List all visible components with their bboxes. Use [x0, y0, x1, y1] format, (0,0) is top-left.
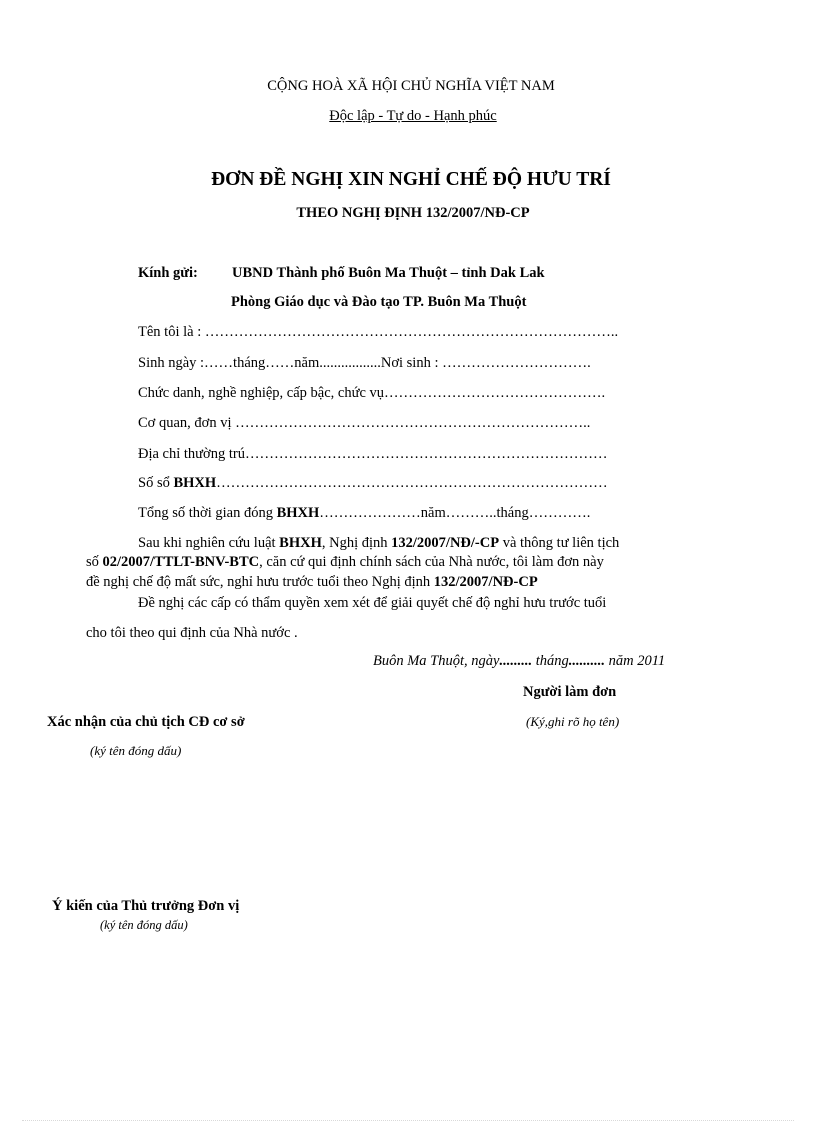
field-position: Chức danh, nghề nghiệp, cấp bậc, chức vụ……………………………………….: [138, 385, 606, 401]
page-bottom-rule: [22, 1120, 794, 1121]
date-line: Buôn Ma Thuột, ngày......... tháng.......... năm 2011: [373, 653, 666, 669]
applicant-note: (Ký,ghi rõ họ tên): [526, 714, 620, 729]
head-opinion-label: Ý kiến của Thủ trưởng Đơn vị: [52, 898, 240, 914]
field-bhxh-time: Tổng số thời gian đóng BHXH…………………năm………..tháng………….: [138, 505, 591, 521]
body-request-line-2: cho tôi theo qui định của Nhà nước .: [86, 625, 298, 641]
field-name: Tên tôi là : …………………………………………………………………………..: [138, 324, 619, 340]
field-birth: Sinh ngày :……tháng……năm.................Nơi sinh : ………………………….: [138, 355, 591, 371]
recipient-line-1: UBND Thành phố Buôn Ma Thuột – tỉnh Dak Lak: [232, 265, 545, 281]
document-subtitle: THEO NGHỊ ĐỊNH 132/2007/NĐ-CP: [296, 205, 530, 221]
body-paragraph-line-1: Sau khi nghiên cứu luật BHXH, Nghị định 132/2007/NĐ/-CP và thông tư liên tịch: [138, 535, 620, 551]
field-agency: Cơ quan, đơn vị ………………………………………………………………..: [138, 415, 591, 431]
body-paragraph-line-3: đề nghị chế độ mất sức, nghỉ hưu trước tuổi theo Nghị định 132/2007/NĐ-CP: [86, 574, 538, 590]
head-opinion-note: (ký tên đóng dấu): [100, 918, 188, 932]
recipient-line-2: Phòng Giáo dục và Đào tạo TP. Buôn Ma Thuột: [231, 294, 527, 310]
field-address: Địa chỉ thường trú…………………………………………………………………: [138, 446, 608, 462]
applicant-label: Người làm đơn: [523, 684, 617, 700]
union-confirmation-label: Xác nhận của chủ tịch CĐ cơ sở: [47, 714, 245, 730]
document-title: ĐƠN ĐỀ NGHỊ XIN NGHỈ CHẾ ĐỘ HƯU TRÍ: [211, 169, 611, 190]
recipient-label: Kính gửi:: [138, 265, 198, 281]
motto: Độc lập - Tự do - Hạnh phúc: [329, 108, 497, 124]
body-paragraph-line-2: số 02/2007/TTLT-BNV-BTC, căn cứ qui định chính sách của Nhà nước, tôi làm đơn này: [86, 554, 604, 570]
nation-heading: CỘNG HOÀ XÃ HỘI CHỦ NGHĨA VIỆT NAM: [267, 78, 555, 94]
field-bhxh-book: Số sổ BHXH………………………………………………………………………: [138, 475, 608, 491]
union-confirmation-note: (ký tên đóng dấu): [90, 743, 182, 758]
body-request-line-1: Đề nghị các cấp có thẩm quyền xem xét để giải quyết chế độ nghỉ hưu trước tuổi: [138, 595, 607, 611]
